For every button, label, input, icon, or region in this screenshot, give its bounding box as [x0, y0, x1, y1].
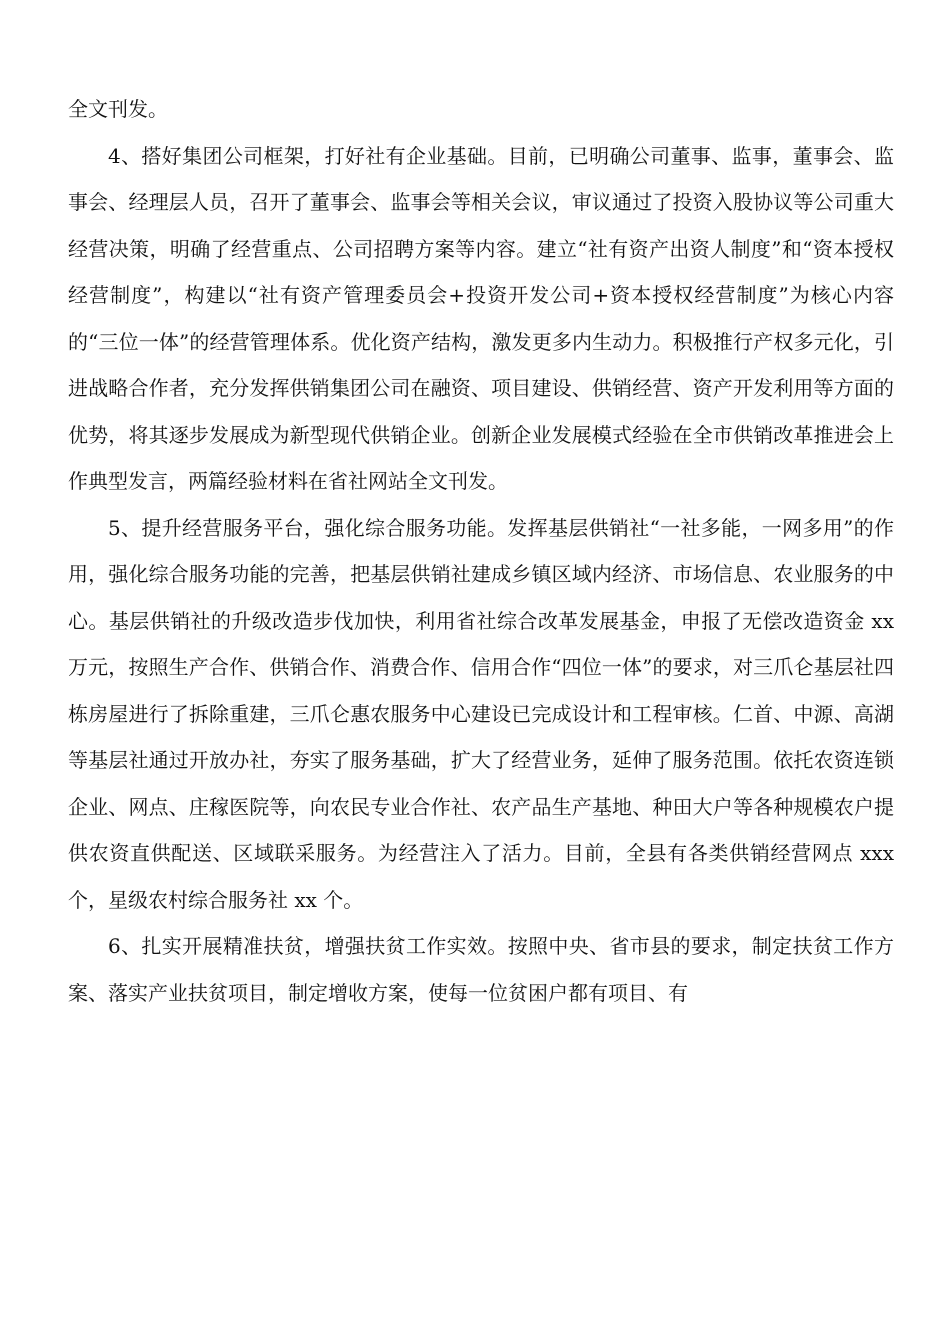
- paragraph-continuation: 全文刊发。: [68, 97, 168, 121]
- paragraph-item-6: 6、扎实开展精准扶贫，增强扶贫工作实效。按照中央、省市县的要求，制定扶贫工作方案、落实产业扶贫项目，制定增收方案，使每一位贫困户都有项目、有: [68, 934, 894, 1005]
- paragraph-item-4: 4、搭好集团公司框架，打好社有企业基础。目前，已明确公司董事、监事，董事会、监事会、经理层人员，召开了董事会、监事会等相关会议，审议通过了投资入股协议等公司重大经营决策，明确了经营重点、公司招聘方案等内容。建立“社有资产出资人制度”和“资本授权经营制度”，构建以“社有资产管理委员会+投资开发公司+资本授权经营制度”为核心内容的“三位一体”的经营管理体系。优化资产结构，激发更多内生动力。积极推行产权多元化，引进战略合作者，充分发挥供销集团公司在融资、项目建设、供销经营、资产开发利用等方面的优势，将其逐步发展成为新型现代供销企业。创新企业发展模式经验在全市供销改革推进会上作典型发言，两篇经验材料在省社网站全文刊发。: [68, 143, 894, 493]
- document-page: [68, 86, 894, 1016]
- paragraph-item-5: 5、提升经营服务平台，强化综合服务功能。发挥基层供销社“一社多能，一网多用”的作用，强化综合服务功能的完善，把基层供销社建成乡镇区域内经济、市场信息、农业服务的中心。基层供销社的升级改造步伐加快，利用省社综合改革发展基金，申报了无偿改造资金 xx 万元，按照生产合作、供销合作、消费合作、信用合作“四位一体”的要求，对三爪仑基层社四栋房屋进行了拆除重建，三爪仑惠农服务中心建设已完成设计和工程审核。仁首、中源、高湖等基层社通过开放办社，夯实了服务基础，扩大了经营业务，延伸了服务范围。依托农资连锁企业、网点、庄稼医院等，向农民专业合作社、农产品生产基地、种田大户等各种规模农户提供农资直供配送、区域联采服务。为经营注入了活力。目前，全县有各类供销经营网点 xxx 个，星级农村综合服务社 xx 个。: [68, 515, 894, 912]
